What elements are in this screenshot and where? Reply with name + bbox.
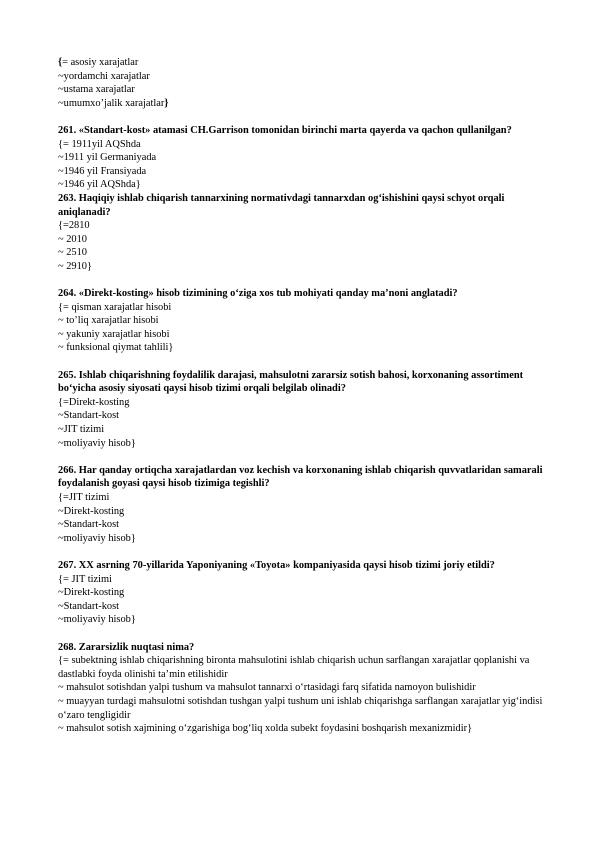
spacer [58,545,543,559]
option-line: ~ muayyan turdagi mahsulotni sotishdan tushgan yalpi tushum uni ishlab chiqarishga sarflangan xarajatlar yig‘indisi o‘zaro tengligidir [58,695,543,721]
question-text: 263. Haqiqiy ishlab chiqarish tannarxining normativdagi tannarxdan og‘ishishini qaysi schyot orqali aniqlanadi? [58,192,505,218]
option-line: ~Standart-kost [58,600,120,612]
test-questions [58,56,543,736]
option-line: ~1911 yil Germaniyada [58,152,157,164]
option-line: ~1946 yil AQShda} [58,179,141,191]
option-line: ~Standart-kost [58,410,120,422]
option-line: {= 1911yil AQShda [58,138,141,150]
option-line [58,56,543,70]
question-text: 264. «Direkt-kosting» hisob tizimining o‘ziga xos tub mohiyati qanday ma’noni anglatadi? [58,288,458,300]
question-268 [58,641,543,736]
option-text: ~umumxo’jalik xarajatlar [58,97,165,109]
question-261 [58,124,543,192]
option-line: ~Direkt-kosting [58,587,125,599]
option-line: ~JIT tizimi [58,424,105,436]
question-text: 268. Zararsizlik nuqtasi nima? [58,641,195,653]
option-text: = asosiy xarajatlar [62,57,139,68]
option-line: ~ 2510 [58,247,88,259]
question-263 [58,192,543,274]
question-267 [58,559,543,627]
option-line: ~1946 yil Fransiyada [58,165,147,177]
option-line: {= subektning ishlab chiqarishning bironta mahsulotini ishlab chiqarish uchun sarflangan xarajatlar qoplanishi va dastlabki foyda olinishi ta’min etilishidir [58,655,530,680]
open-brace: { [58,57,63,68]
question-text: 266. Har qanday ortiqcha xarajatlardan voz kechish va korxonaning ishlab chiqarish quvvatlaridan samarali foydalanish goyasi qaysi hisob tizimiga tegishli? [58,464,543,490]
option-line: ~Standart-kost [58,519,120,531]
question-266 [58,464,543,546]
question-264 [58,287,543,355]
option-line: ~moliyaviy hisob} [58,532,136,544]
option-line: ~ mahsulot sotish xajmining o‘zgarishiga bog‘liq xolda subekt foydasini boshqarish mexanizmidir} [58,723,473,735]
option-line: ~ustama xarajatlar [58,84,135,96]
option-line: ~Direkt-kosting [58,505,125,517]
option-line: ~moliyaviy hisob} [58,614,136,626]
answer-block-0 [58,56,543,110]
option-line: ~ yakuniy xarajatlar hisobi [58,328,170,340]
spacer [58,450,543,464]
option-line: {=Direkt-kosting [58,396,130,408]
option-line: {= JIT tizimi [58,573,112,585]
option-line: {=JIT tizimi [58,492,110,503]
spacer [58,110,543,124]
option-line: ~yordamchi xarajatlar [58,70,150,82]
close-brace: } [164,97,169,109]
option-line [58,97,543,111]
option-line: ~moliyaviy hisob} [58,437,136,449]
option-line: ~ 2010 [58,233,88,245]
spacer [58,627,543,641]
option-line: ~ 2910} [58,260,92,272]
spacer [58,274,543,288]
question-text: 267. XX asrning 70-yillarida Yaponiyaning «Toyota» kompaniyasida qaysi hisob tizimi joriy etildi? [58,559,495,571]
option-line: {=2810 [58,220,90,232]
option-line: {= qisman xarajatlar hisobi [58,301,172,313]
option-line: ~ mahsulot sotishdan yalpi tushum va mahsulot tannarxi o‘rtasidagi farq sifatida namoyon bulishidir [58,682,476,694]
question-text: 265. Ishlab chiqarishning foydalilik darajasi, mahsulotni zararsiz sotish bahosi, korxonaning assortiment bo‘yicha asosiy siyosati qaysi hisob tizimi orqali belgilab olinadi? [58,369,524,395]
spacer [58,355,543,369]
question-text: 261. «Standart-kost» atamasi CH.Garrison tomonidan birinchi marta qayerda va qachon qullanilgan? [58,124,512,136]
question-265 [58,369,543,451]
option-line: ~ to’liq xarajatlar hisobi [58,315,159,327]
option-line: ~ funksional qiymat tahlili} [58,342,174,354]
